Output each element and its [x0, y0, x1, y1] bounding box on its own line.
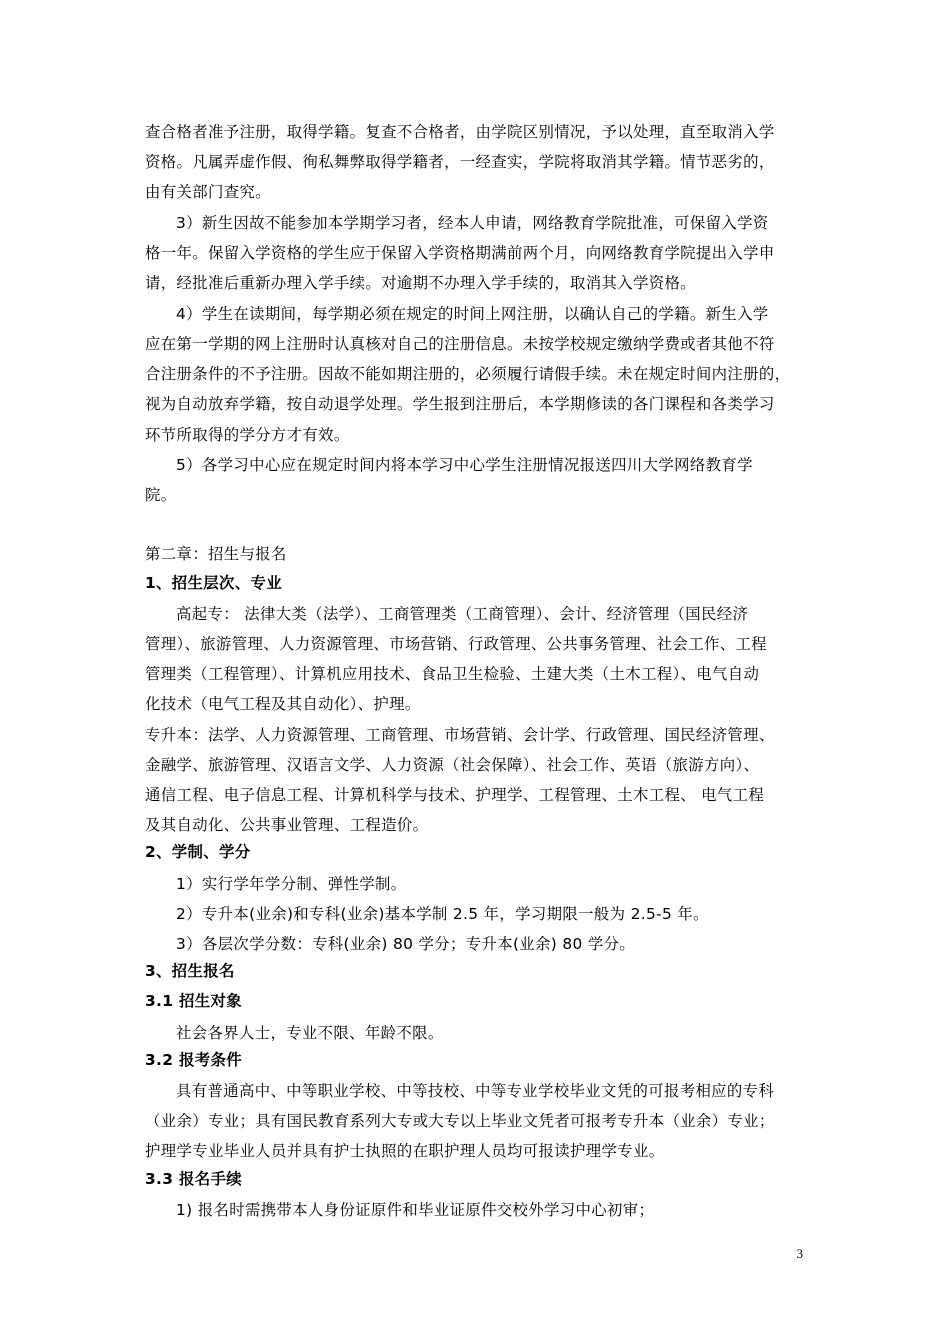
text-line: 具有普通高中、中等职业学校、中等技校、中等专业学校毕业文凭的可报考相应的专科 — [176, 1082, 775, 1100]
subsection-heading: 3.1 招生对象 — [145, 992, 242, 1010]
text-line: 资格。凡属弄虚作假、徇私舞弊取得学籍者，一经查实，学院将取消其学籍。情节恶劣的， — [145, 153, 775, 171]
text-line: 5）各学习中心应在规定时间内将本学习中心学生注册情况报送四川大学网络教育学 — [176, 456, 753, 474]
text-line: 管理）、旅游管理、人力资源管理、市场营销、行政管理、公共事务管理、社会工作、工程 — [145, 635, 767, 653]
text-line: 1）实行学年学分制、弹性学制。 — [176, 875, 407, 893]
text-line: 通信工程、电子信息工程、计算机科学与技术、护理学、工程管理、土木工程、 电气工程 — [145, 786, 765, 804]
subsection-heading: 3.3 报名手续 — [145, 1170, 242, 1188]
text-line: 院。 — [145, 486, 177, 504]
text-line: 2）专升本(业余)和专科(业余)基本学制 2.5 年，学习期限一般为 2.5-5 年。 — [176, 905, 709, 923]
text-line: 专升本：法学、人力资源管理、工商管理、市场营销、会计学、行政管理、国民经济管理、 — [145, 726, 775, 744]
text-line: 3）新生因故不能参加本学期学习者，经本人申请，网络教育学院批准，可保留入学资 — [176, 214, 769, 232]
text-line: 请，经批准后重新办理入学手续。对逾期不办理入学手续的，取消其入学资格。 — [145, 274, 696, 292]
text-line: 合注册条件的不予注册。因故不能如期注册的，必须履行请假手续。未在规定时间内注册的， — [145, 365, 791, 383]
subsection-heading: 3.2 报考条件 — [145, 1051, 242, 1069]
text-line: （业余）专业；具有国民教育系列大专或大专以上毕业文凭者可报考专升本（业余）专业； — [145, 1112, 775, 1130]
text-line: 格一年。保留入学资格的学生应于保留入学资格期满前两个月，向网络教育学院提出入学申 — [145, 244, 775, 262]
text-line: 应在第一学期的网上注册时认真核对自己的注册信息。未按学校规定缴纳学费或者其他不符 — [145, 335, 775, 353]
page-number: 3 — [796, 1246, 803, 1261]
text-line: 管理类（工程管理）、计算机应用技术、食品卫生检验、土建大类（土木工程）、电气自动 — [145, 665, 760, 683]
text-line: 由有关部门查究。 — [145, 183, 271, 201]
text-line: 4）学生在读期间，每学期必须在规定的时间上网注册，以确认自己的学籍。新生入学 — [176, 305, 769, 323]
text-line: 1) 报名时需携带本人身份证原件和毕业证原件交校外学习中心初审； — [176, 1201, 655, 1219]
text-line: 金融学、旅游管理、汉语言文学、人力资源（社会保障）、社会工作、英语（旅游方向）、 — [145, 756, 760, 774]
section-heading: 2、学制、学分 — [145, 843, 251, 861]
text-line: 查合格者准予注册，取得学籍。复查不合格者，由学院区别情况，予以处理，直至取消入学 — [145, 123, 775, 141]
text-line: 化技术（电气工程及其自动化）、护理。 — [145, 695, 421, 713]
text-line: 及其自动化、公共事业管理、工程造价。 — [145, 816, 429, 834]
text-line: 高起专： 法律大类（法学）、工商管理类（工商管理）、会计、经济管理（国民经济 — [176, 605, 749, 623]
text-line: 3）各层次学分数：专科(业余) 80 学分；专升本(业余) 80 学分。 — [176, 935, 636, 953]
section-heading: 1、招生层次、专业 — [145, 574, 282, 592]
text-line: 环节所取得的学分方才有效。 — [145, 426, 350, 444]
section-heading: 3、招生报名 — [145, 962, 235, 980]
text-line: 视为自动放弃学籍，按自动退学处理。学生报到注册后，本学期修读的各门课程和各类学习 — [145, 395, 775, 413]
chapter-heading: 第二章：招生与报名 — [145, 545, 287, 563]
text-line: 护理学专业毕业人员并具有护士执照的在职护理人员均可报读护理学专业。 — [145, 1142, 665, 1160]
text-line: 社会各界人士，专业不限、年龄不限。 — [176, 1024, 444, 1042]
